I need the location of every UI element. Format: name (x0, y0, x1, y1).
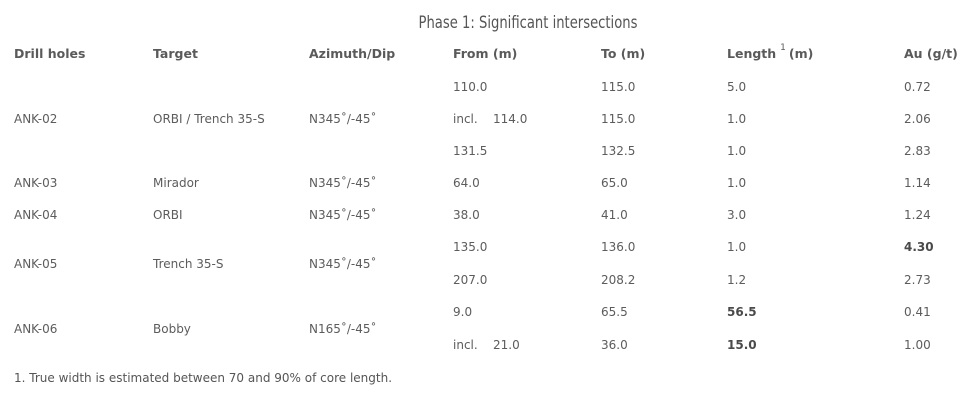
header-to: To (m) (601, 46, 646, 61)
au-cell: 0.72 (904, 80, 931, 94)
length-cell: 56.5 (727, 305, 757, 319)
from-cell (453, 176, 480, 190)
drill-hole-cell: ANK-06 (14, 322, 58, 336)
length-cell: 1.0 (727, 144, 747, 158)
footnote-marker: 1 (780, 43, 786, 53)
header-length-label: Length (727, 46, 777, 61)
from-value: 38.0 (453, 208, 480, 222)
to-cell: 65.0 (601, 176, 628, 190)
length-cell: 1.0 (727, 112, 747, 126)
from-value: 9.0 (453, 305, 473, 319)
header-length (727, 43, 814, 61)
incl-label: incl. (453, 338, 478, 352)
table-title: Phase 1: Significant intersections (418, 13, 638, 33)
au-cell: 1.14 (904, 176, 931, 190)
header-from: From (m) (453, 46, 518, 61)
from-cell (453, 338, 520, 352)
target-cell: Trench 35-S (153, 257, 224, 271)
au-cell: 4.30 (904, 240, 934, 254)
from-cell (453, 144, 487, 158)
header-drill-holes: Drill holes (14, 46, 86, 61)
header-au: Au (g/t) (904, 46, 958, 61)
from-cell (453, 208, 480, 222)
to-cell: 115.0 (601, 112, 636, 126)
au-cell: 2.83 (904, 144, 931, 158)
from-cell (453, 112, 527, 126)
length-cell: 1.2 (727, 273, 747, 287)
from-value: 131.5 (453, 144, 488, 158)
au-cell: 2.06 (904, 112, 931, 126)
from-value: 110.0 (453, 80, 488, 94)
drill-hole-cell: ANK-04 (14, 208, 58, 222)
from-cell (453, 305, 472, 319)
length-cell: 3.0 (727, 208, 747, 222)
drill-hole-cell: ANK-05 (14, 257, 58, 271)
to-cell: 132.5 (601, 144, 636, 158)
azimuth-cell: N345˚/-45˚ (309, 257, 377, 271)
azimuth-cell: N345˚/-45˚ (309, 112, 377, 126)
au-cell: 1.00 (904, 338, 931, 352)
azimuth-cell: N165˚/-45˚ (309, 322, 377, 336)
target-cell: ORBI (153, 208, 183, 222)
length-cell: 1.0 (727, 176, 747, 190)
from-value: 64.0 (453, 176, 480, 190)
to-cell: 36.0 (601, 338, 628, 352)
from-value: 114.0 (493, 112, 528, 126)
from-value: 21.0 (493, 338, 520, 352)
from-cell (453, 80, 487, 94)
incl-label: incl. (453, 112, 478, 126)
drill-hole-cell: ANK-02 (14, 112, 58, 126)
header-target: Target (153, 46, 198, 61)
header-azimuth-dip: Azimuth/Dip (309, 46, 396, 61)
from-cell (453, 240, 487, 254)
azimuth-cell: N345˚/-45˚ (309, 176, 377, 190)
length-cell: 5.0 (727, 80, 747, 94)
target-cell: Bobby (153, 322, 191, 336)
from-value: 135.0 (453, 240, 488, 254)
footnote: 1. True width is estimated between 70 and 90% of core length. (14, 371, 393, 385)
au-cell: 1.24 (904, 208, 931, 222)
au-cell: 2.73 (904, 273, 931, 287)
header-length-unit: (m) (788, 46, 814, 61)
from-cell (453, 273, 487, 287)
to-cell: 208.2 (601, 273, 636, 287)
length-cell: 15.0 (727, 338, 757, 352)
azimuth-cell: N345˚/-45˚ (309, 208, 377, 222)
length-cell: 1.0 (727, 240, 747, 254)
target-cell: Mirador (153, 176, 199, 190)
to-cell: 65.5 (601, 305, 628, 319)
to-cell: 41.0 (601, 208, 628, 222)
target-cell: ORBI / Trench 35-S (153, 112, 265, 126)
from-value: 207.0 (453, 273, 488, 287)
au-cell: 0.41 (904, 305, 931, 319)
to-cell: 136.0 (601, 240, 636, 254)
to-cell: 115.0 (601, 80, 636, 94)
drill-hole-cell: ANK-03 (14, 176, 58, 190)
